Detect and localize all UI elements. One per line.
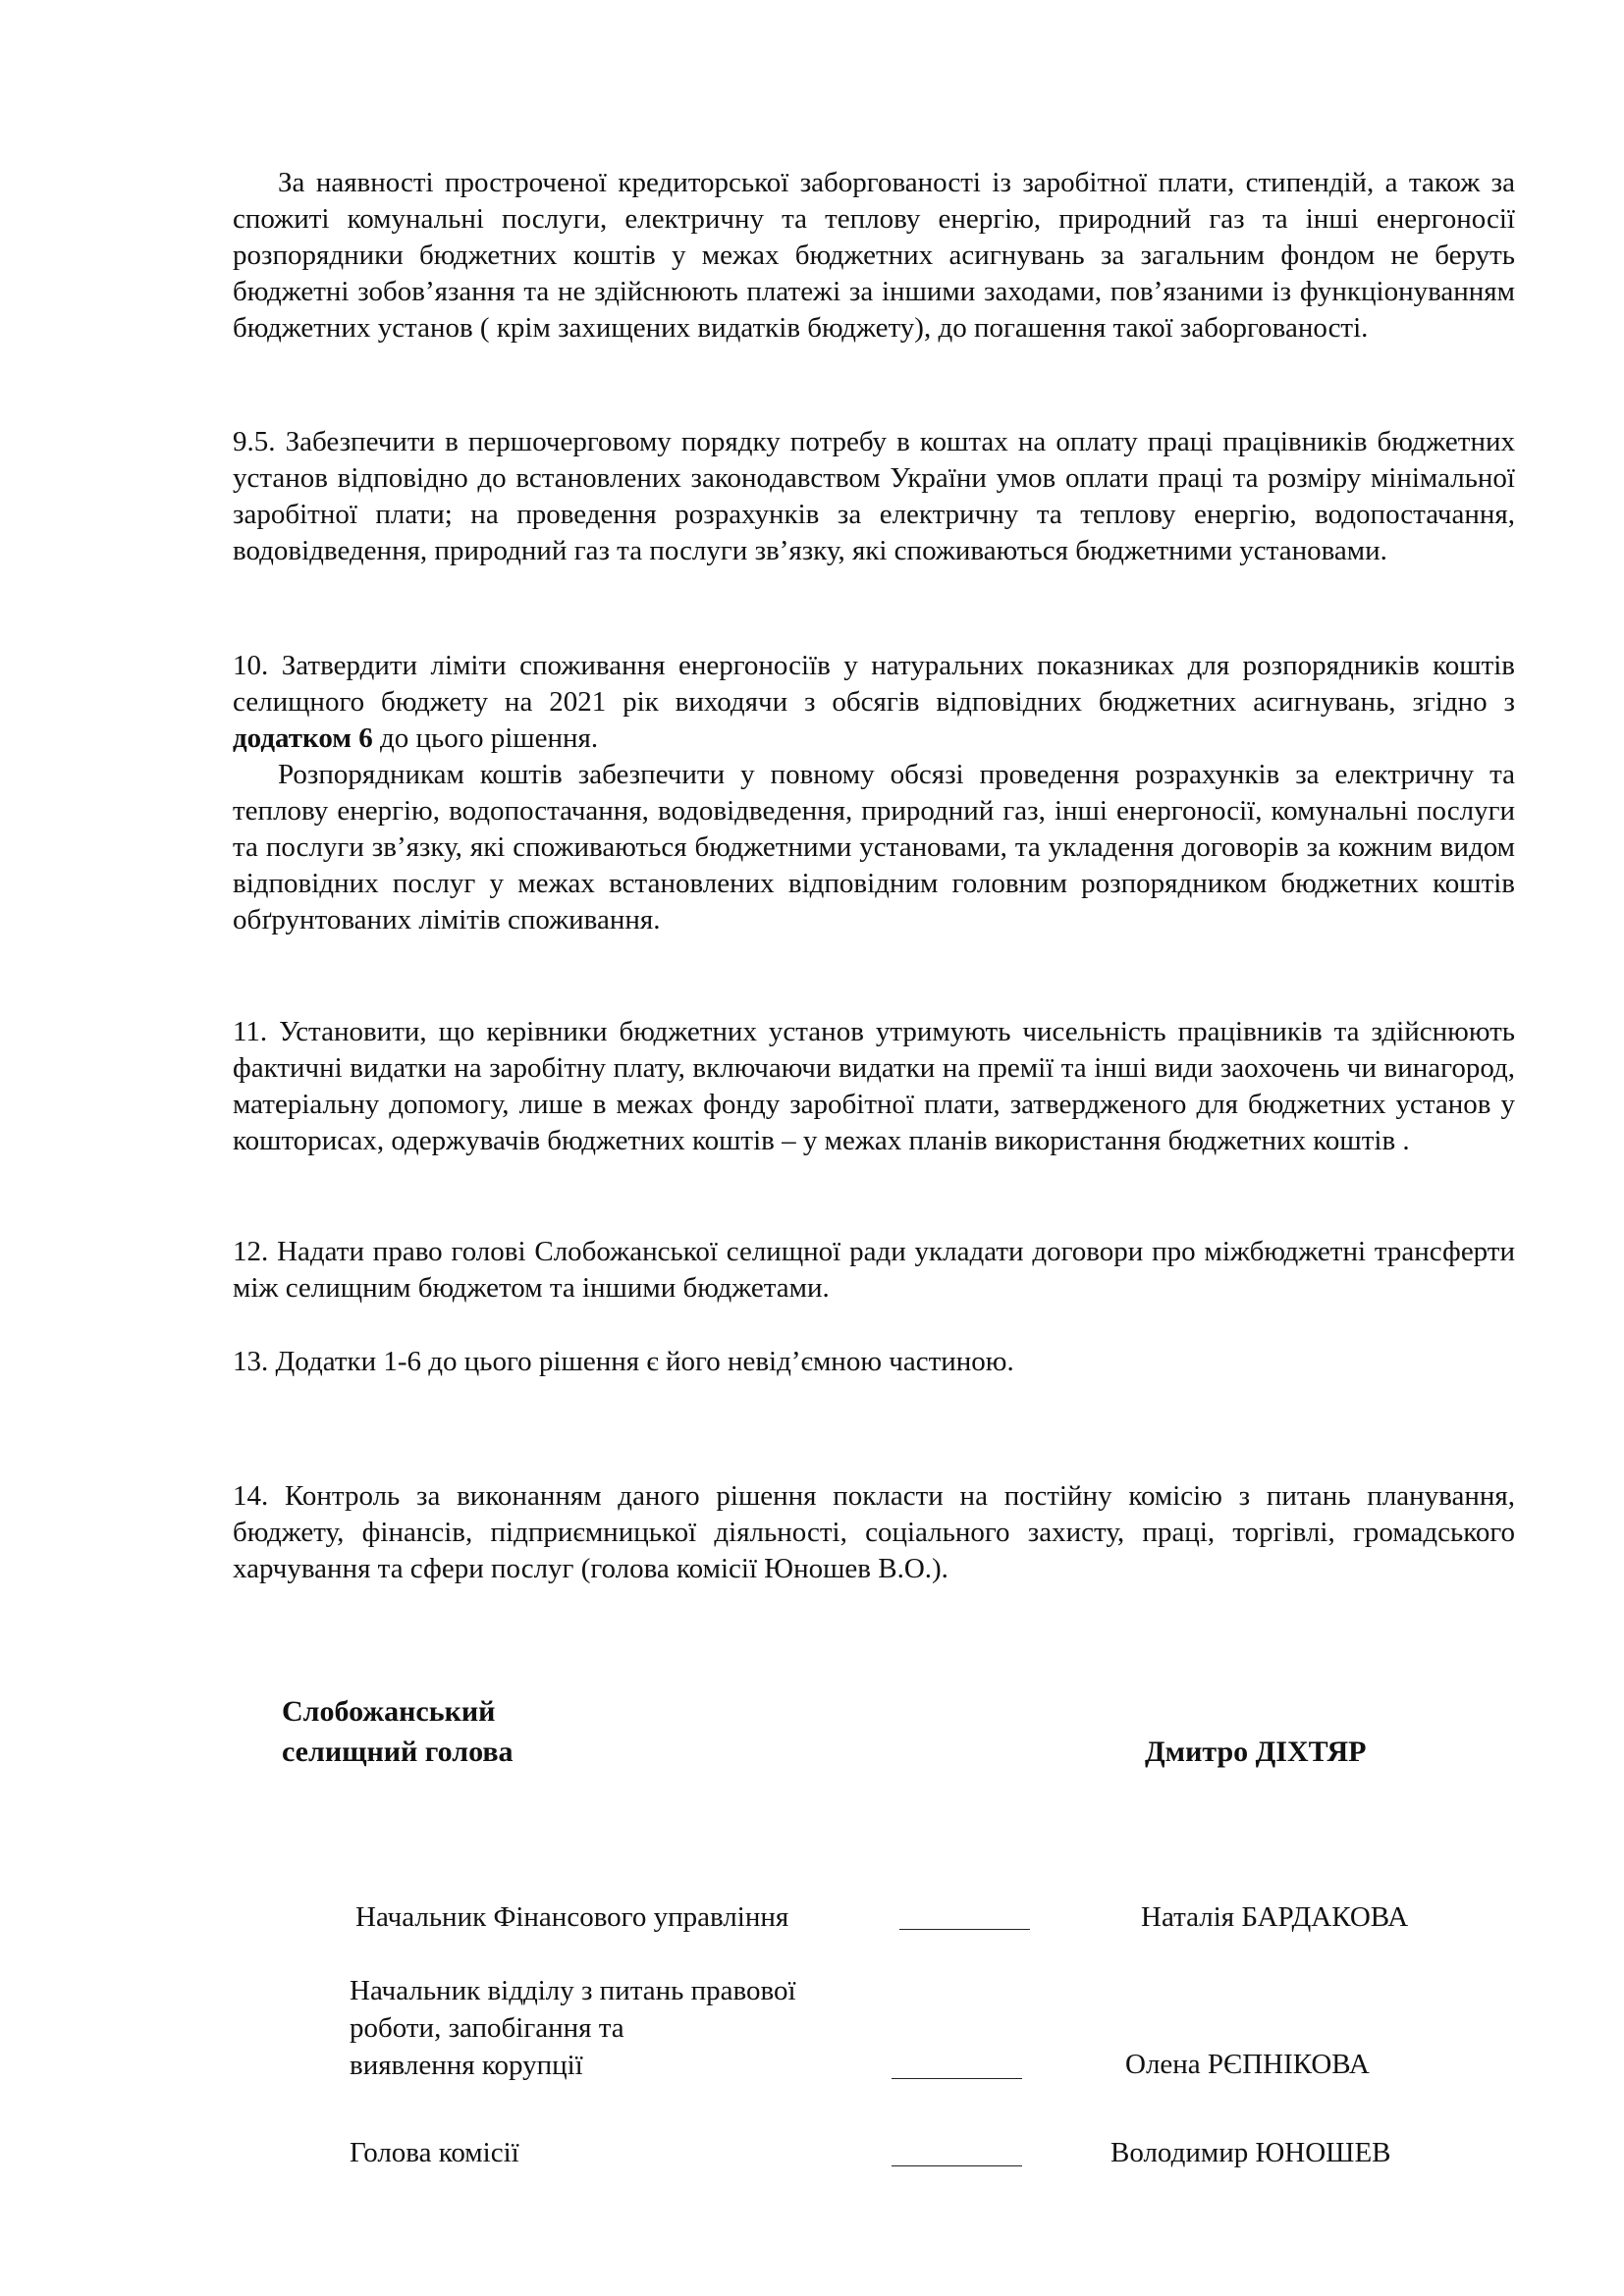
approver-name-legal: Олена РЄПНІКОВА bbox=[1125, 2049, 1370, 2080]
approver-position-commission: Голова комісії bbox=[350, 2137, 519, 2168]
paragraph-10-continuation: Розпорядникам коштів забезпечити у повному обсязі проведення розрахунків за електричну та теплову енергію, водопостачання, водовідведення, природний газ, інші енергоносії, комунальні послуги та послуги зв’язку, які споживаються бюджетними установами, та укладення договорів за кожним видом відповідних послуг у межах встановлених відповідним головним розпорядником бюджетних коштів обґрунтованих лімітів споживання. bbox=[233, 759, 1515, 935]
approver-position-finance: Начальник Фінансового управління bbox=[355, 1901, 789, 1933]
paragraph-10 bbox=[233, 648, 1515, 757]
paragraph-14: 14. Контроль за виконанням даного рішення покласти на постійну комісію з питань планування, бюджету, фінансів, підприємницької діяльності, соціального захисту, праці, торгівлі, громадського харчування та сфери послуг (голова комісії Юношев В.О.). bbox=[233, 1480, 1515, 1584]
signature-title-line2: селищний голова bbox=[282, 1735, 514, 1768]
approver-position-legal-line3: виявлення корупції bbox=[350, 2050, 583, 2081]
paragraph-10-text: 10. Затвердити ліміти споживання енергоносіїв у натуральних показниках для розпорядників коштів селищного бюджету на 2021 рік виходячи з обсягів відповідних бюджетних асигнувань, згідно з bbox=[233, 650, 1515, 718]
approver-position-legal-line2: роботи, запобігання та bbox=[350, 2012, 624, 2044]
signature-line-legal bbox=[892, 2078, 1022, 2079]
signature-name: Дмитро ДІХТЯР bbox=[1145, 1735, 1367, 1768]
paragraph-11: 11. Установити, що керівники бюджетних установ утримують чисельність працівників та здійснюють фактичні видатки на заробітну плату, включаючи видатки на премії та інші види заохочень чи винагород, матеріальну допомогу, лише в межах фонду заробітної плати, затвердженого для бюджетних установ у кошторисах, одержувачів бюджетних коштів – у межах планів використання бюджетних коштів . bbox=[233, 1016, 1515, 1156]
paragraph-10-appendix-ref: додатком 6 bbox=[233, 722, 373, 754]
approver-name-commission: Володимир ЮНОШЕВ bbox=[1110, 2137, 1391, 2168]
paragraph-9-5: 9.5. Забезпечити в першочерговому порядку потребу в коштах на оплату праці працівників бюджетних установ відповідно до встановлених законодавством України умов оплати праці та розміру мінімальної заробітної плати; на проведення розрахунків за електричну та теплову енергію, водопостачання, водовідведення, природний газ та послуги зв’язку, які споживаються бюджетними установами. bbox=[233, 426, 1515, 566]
paragraph-arrears: За наявності простроченої кредиторської заборгованості із заробітної плати, стипендій, а також за спожиті комунальні послуги, електричну та теплову енергію, природний газ та інші енергоносії розпорядники бюджетних коштів у межах бюджетних асигнувань за загальним фондом не беруть бюджетні зобов’язання та не здійснюють платежі за іншими заходами, пов’язаними із функціонуванням бюджетних установ ( крім захищених видатків бюджету), до погашення такої заборгованості. bbox=[233, 167, 1515, 344]
paragraph-12: 12. Надати право голові Слобожанської селищної ради укладати договори про міжбюджетні трансферти між селищним бюджетом та іншими бюджетами. bbox=[233, 1236, 1515, 1304]
signature-title bbox=[282, 1691, 514, 1772]
approver-name-finance: Наталія БАРДАКОВА bbox=[1141, 1901, 1409, 1933]
approver-position-legal-line1: Начальник відділу з питань правової bbox=[350, 1975, 796, 2006]
paragraph-10-text-end: до цього рішення. bbox=[372, 722, 599, 754]
signature-title-line1: Слобожанський bbox=[282, 1695, 496, 1728]
paragraph-13: 13. Додатки 1-6 до цього рішення є його невід’ємною частиною. bbox=[233, 1346, 1014, 1377]
approver-position-legal bbox=[350, 1972, 796, 2084]
signature-line-finance bbox=[899, 1929, 1030, 1930]
signature-line-commission bbox=[892, 2165, 1022, 2166]
